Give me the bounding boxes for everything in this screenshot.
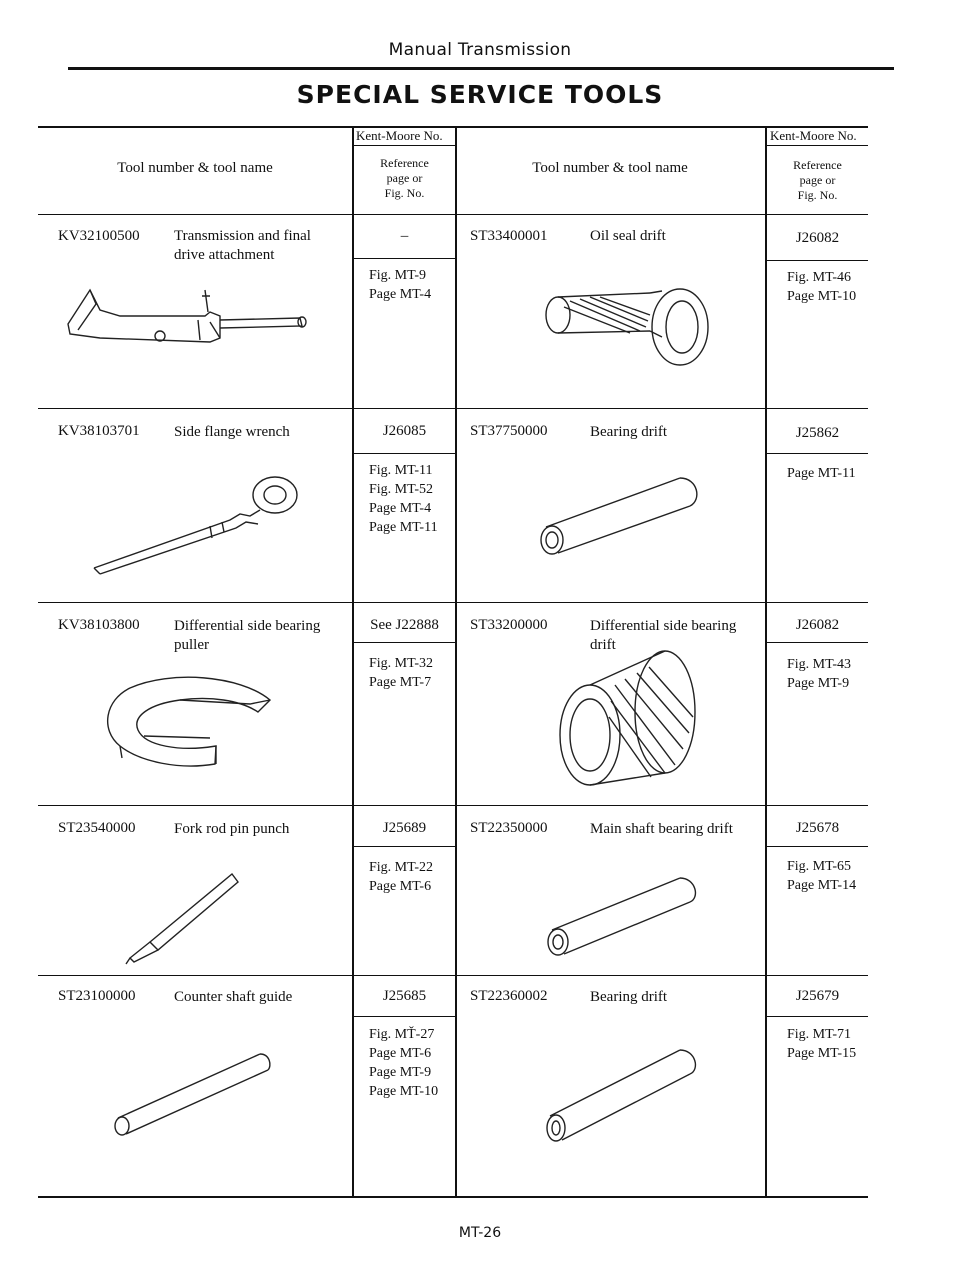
kent-moore-number: See J22888 [370,617,439,633]
tool-number: ST23100000 [58,988,136,1004]
tool-name: Fork rod pin punch [174,821,290,837]
tool-name: Counter shaft guide [174,989,293,1005]
reference-list: Fig. MT-11 Fig. MT-52 Page MT-4 Page MT-11 [369,463,438,535]
tool-name: Differential side bearing drift [590,618,737,653]
bearing-drift-icon [530,470,720,560]
tool-number: ST33400001 [470,228,548,244]
bearing-drift-2-icon [540,1040,720,1145]
reference-list: Fig. MŤ-27 Page MT-6 Page MT-9 Page MT-10 [369,1027,439,1099]
kent-moore-number: – [400,228,409,244]
tool-name: Bearing drift [590,424,668,440]
tool-name: Oil seal drift [590,228,666,244]
tool-number: KV38103800 [58,617,140,633]
tool-number: ST22360002 [470,988,548,1004]
diff-bearing-drift-icon [555,645,715,795]
table-top-rule [38,126,868,128]
tool-name: Transmission and final drive attachment [174,228,311,263]
right-ref-header: Reference page or Fig. No. [793,158,842,202]
section-header: Manual Transmission [388,40,572,60]
reference-list: Fig. MT-22 Page MT-6 [369,860,434,894]
kent-moore-number: J25689 [382,820,427,836]
oil-seal-drift-icon [540,285,720,375]
kent-moore-number: J25678 [795,820,840,836]
attachment-icon [60,280,320,370]
page-title: SPECIAL SERVICE TOOLS [296,80,664,109]
left-ref-header: Reference page or Fig. No. [380,156,429,200]
divider-center [455,126,457,1198]
tool-name: Main shaft bearing drift [590,821,733,837]
reference-list: Fig. MT-9 Page MT-4 [369,268,432,302]
puller-icon [100,660,290,780]
reference-list: Fig. MT-32 Page MT-7 [369,656,434,690]
main-shaft-drift-icon [540,870,720,960]
reference-list: Fig. MT-71 Page MT-15 [787,1027,857,1061]
divider-km-left [352,126,354,1198]
tool-number: KV32100500 [58,228,140,244]
tool-number: ST37750000 [470,423,548,439]
tool-number: ST22350000 [470,820,548,836]
tool-name: Bearing drift [590,989,668,1005]
left-tool-column-header: Tool number & tool name [117,160,273,176]
reference-list: Fig. MT-43 Page MT-9 [787,657,852,691]
left-km-header: Kent-Moore No. [356,128,443,143]
guide-icon [110,1040,280,1140]
tool-name: Side flange wrench [174,424,290,440]
reference-list: Fig. MT-46 Page MT-10 [787,270,857,304]
kent-moore-number: J26085 [382,423,427,439]
tool-number: KV38103701 [58,423,140,439]
kent-moore-number: J26082 [795,230,840,246]
kent-moore-number: J25679 [795,988,840,1004]
header-rule [68,67,894,70]
kent-moore-number: J26082 [795,617,840,633]
reference-list: Fig. MT-65 Page MT-14 [787,859,857,893]
tool-name: Differential side bearing puller [174,618,321,653]
kent-moore-number: J25685 [382,988,427,1004]
wrench-icon [90,470,310,580]
page-number: MT-26 [458,1225,502,1241]
right-km-header: Kent-Moore No. [770,128,857,143]
reference-list: Page MT-11 [787,466,856,481]
kent-moore-number: J25862 [795,425,840,441]
tool-number: ST23540000 [58,820,136,836]
right-tool-column-header: Tool number & tool name [532,160,688,176]
table-bottom-rule [38,1196,868,1198]
tool-number: ST33200000 [470,617,548,633]
punch-icon [120,870,250,970]
divider-km-right [765,126,767,1198]
